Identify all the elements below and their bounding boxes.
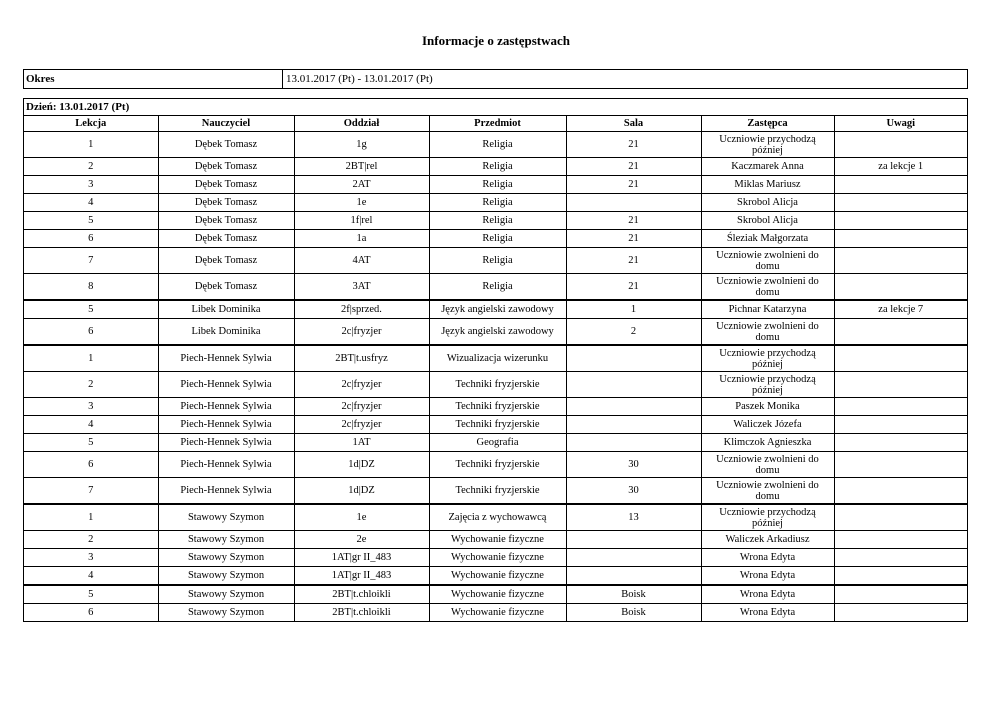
- substitutions-table-container: [23, 98, 968, 622]
- cell-przedmiot: Techniki fryzjerskie: [429, 372, 566, 398]
- cell-oddzial: 1f|rel: [294, 212, 429, 230]
- cell-zastepca: Waliczek Arkadiusz: [701, 531, 834, 549]
- cell-uwagi: [834, 274, 967, 301]
- cell-uwagi: [834, 452, 967, 478]
- cell-lekcja: 6: [24, 230, 158, 248]
- header-sala: Sala: [566, 116, 701, 132]
- cell-oddzial: 2c|fryzjer: [294, 372, 429, 398]
- table-row: [24, 398, 967, 416]
- cell-lekcja: 7: [24, 478, 158, 505]
- cell-uwagi: [834, 549, 967, 567]
- cell-nauczyciel: Dębek Tomasz: [158, 158, 294, 176]
- cell-oddzial: 2BT|rel: [294, 158, 429, 176]
- cell-przedmiot: Język angielski zawodowy: [429, 300, 566, 319]
- cell-zastepca: Waliczek Józefa: [701, 416, 834, 434]
- cell-uwagi: [834, 230, 967, 248]
- cell-nauczyciel: Dębek Tomasz: [158, 194, 294, 212]
- cell-uwagi: [834, 372, 967, 398]
- cell-sala: 21: [566, 248, 701, 274]
- cell-sala: 30: [566, 452, 701, 478]
- cell-sala: [566, 434, 701, 452]
- cell-sala: [566, 372, 701, 398]
- cell-uwagi: [834, 248, 967, 274]
- cell-lekcja: 6: [24, 319, 158, 346]
- cell-przedmiot: Techniki fryzjerskie: [429, 452, 566, 478]
- cell-zastepca: Śleziak Małgorzata: [701, 230, 834, 248]
- table-row: [24, 194, 967, 212]
- cell-sala: Boisk: [566, 585, 701, 604]
- header-uwagi: Uwagi: [834, 116, 967, 132]
- table-row: [24, 531, 967, 549]
- cell-oddzial: 1a: [294, 230, 429, 248]
- cell-oddzial: 2e: [294, 531, 429, 549]
- cell-przedmiot: Zajęcia z wychowawcą: [429, 504, 566, 531]
- cell-sala: [566, 531, 701, 549]
- cell-przedmiot: Geografia: [429, 434, 566, 452]
- period-box: [23, 69, 968, 89]
- cell-uwagi: [834, 319, 967, 346]
- cell-przedmiot: Wychowanie fizyczne: [429, 531, 566, 549]
- cell-sala: 21: [566, 212, 701, 230]
- cell-lekcja: 1: [24, 345, 158, 372]
- table-row: [24, 452, 967, 478]
- table-row: [24, 319, 967, 346]
- cell-sala: [566, 398, 701, 416]
- cell-przedmiot: Religia: [429, 230, 566, 248]
- cell-nauczyciel: Dębek Tomasz: [158, 212, 294, 230]
- cell-przedmiot: Religia: [429, 248, 566, 274]
- cell-sala: 21: [566, 176, 701, 194]
- header-nauczyciel: Nauczyciel: [158, 116, 294, 132]
- cell-lekcja: 3: [24, 176, 158, 194]
- cell-uwagi: [834, 585, 967, 604]
- cell-lekcja: 5: [24, 300, 158, 319]
- cell-uwagi: za lekcje 7: [834, 300, 967, 319]
- cell-zastepca: Miklas Mariusz: [701, 176, 834, 194]
- cell-lekcja: 6: [24, 604, 158, 622]
- cell-przedmiot: Religia: [429, 274, 566, 301]
- cell-zastepca: Uczniowie przychodzą później: [701, 132, 834, 158]
- cell-przedmiot: Wychowanie fizyczne: [429, 585, 566, 604]
- cell-uwagi: [834, 434, 967, 452]
- header-oddzial: Oddział: [294, 116, 429, 132]
- cell-przedmiot: Techniki fryzjerskie: [429, 416, 566, 434]
- cell-oddzial: 2BT|t.chloikli: [294, 585, 429, 604]
- cell-nauczyciel: Stawowy Szymon: [158, 531, 294, 549]
- page-title: Informacje o zastępstwach: [421, 33, 571, 48]
- cell-oddzial: 1e: [294, 194, 429, 212]
- cell-nauczyciel: Piech-Hennek Sylwia: [158, 345, 294, 372]
- cell-lekcja: 2: [24, 372, 158, 398]
- cell-nauczyciel: Piech-Hennek Sylwia: [158, 416, 294, 434]
- cell-zastepca: Uczniowie przychodzą później: [701, 345, 834, 372]
- table-row: [24, 345, 967, 372]
- cell-zastepca: Uczniowie zwolnieni do domu: [701, 248, 834, 274]
- cell-zastepca: Uczniowie zwolnieni do domu: [701, 478, 834, 505]
- cell-oddzial: 2f|sprzed.: [294, 300, 429, 319]
- cell-sala: [566, 416, 701, 434]
- cell-oddzial: 2BT|t.chloikli: [294, 604, 429, 622]
- cell-lekcja: 6: [24, 452, 158, 478]
- cell-lekcja: 2: [24, 531, 158, 549]
- cell-nauczyciel: Libek Dominika: [158, 319, 294, 346]
- table-row: [24, 549, 967, 567]
- cell-oddzial: 1AT|gr II_483: [294, 549, 429, 567]
- cell-nauczyciel: Stawowy Szymon: [158, 504, 294, 531]
- table-row: [24, 274, 967, 301]
- cell-uwagi: [834, 194, 967, 212]
- cell-uwagi: za lekcje 1: [834, 158, 967, 176]
- cell-przedmiot: Religia: [429, 158, 566, 176]
- cell-nauczyciel: Piech-Hennek Sylwia: [158, 434, 294, 452]
- cell-nauczyciel: Piech-Hennek Sylwia: [158, 452, 294, 478]
- cell-uwagi: [834, 212, 967, 230]
- cell-nauczyciel: Dębek Tomasz: [158, 230, 294, 248]
- cell-zastepca: Wrona Edyta: [701, 585, 834, 604]
- cell-lekcja: 3: [24, 549, 158, 567]
- period-value: 13.01.2017 (Pt) - 13.01.2017 (Pt): [282, 70, 433, 88]
- cell-oddzial: 1e: [294, 504, 429, 531]
- cell-nauczyciel: Piech-Hennek Sylwia: [158, 372, 294, 398]
- table-row: [24, 416, 967, 434]
- cell-lekcja: 4: [24, 567, 158, 586]
- period-label: Okres: [26, 73, 55, 85]
- cell-lekcja: 2: [24, 158, 158, 176]
- cell-przedmiot: Techniki fryzjerskie: [429, 478, 566, 505]
- header-zastepca: Zastępca: [701, 116, 834, 132]
- cell-zastepca: Uczniowie zwolnieni do domu: [701, 274, 834, 301]
- cell-przedmiot: Techniki fryzjerskie: [429, 398, 566, 416]
- cell-oddzial: 1d|DZ: [294, 452, 429, 478]
- cell-sala: [566, 194, 701, 212]
- cell-sala: [566, 567, 701, 586]
- table-row: [24, 212, 967, 230]
- cell-nauczyciel: Dębek Tomasz: [158, 248, 294, 274]
- cell-nauczyciel: Piech-Hennek Sylwia: [158, 398, 294, 416]
- cell-sala: 21: [566, 230, 701, 248]
- cell-uwagi: [834, 478, 967, 505]
- cell-oddzial: 2c|fryzjer: [294, 398, 429, 416]
- cell-sala: 30: [566, 478, 701, 505]
- table-row: [24, 604, 967, 622]
- cell-nauczyciel: Dębek Tomasz: [158, 176, 294, 194]
- cell-przedmiot: Wizualizacja wizerunku: [429, 345, 566, 372]
- cell-oddzial: 1AT|gr II_483: [294, 567, 429, 586]
- cell-przedmiot: Religia: [429, 212, 566, 230]
- cell-przedmiot: Wychowanie fizyczne: [429, 549, 566, 567]
- cell-zastepca: Uczniowie zwolnieni do domu: [701, 319, 834, 346]
- cell-przedmiot: Religia: [429, 194, 566, 212]
- cell-przedmiot: Religia: [429, 176, 566, 194]
- cell-nauczyciel: Libek Dominika: [158, 300, 294, 319]
- cell-przedmiot: Język angielski zawodowy: [429, 319, 566, 346]
- cell-uwagi: [834, 416, 967, 434]
- cell-zastepca: Uczniowie zwolnieni do domu: [701, 452, 834, 478]
- table-row: [24, 300, 967, 319]
- table-header-row: [24, 116, 967, 132]
- cell-zastepca: Klimczok Agnieszka: [701, 434, 834, 452]
- cell-sala: 21: [566, 132, 701, 158]
- table-row: [24, 372, 967, 398]
- cell-przedmiot: Wychowanie fizyczne: [429, 567, 566, 586]
- cell-oddzial: 2BT|t.usfryz: [294, 345, 429, 372]
- cell-oddzial: 1g: [294, 132, 429, 158]
- cell-uwagi: [834, 176, 967, 194]
- cell-zastepca: Kaczmarek Anna: [701, 158, 834, 176]
- cell-lekcja: 8: [24, 274, 158, 301]
- substitutions-table: [24, 116, 967, 621]
- cell-oddzial: 1d|DZ: [294, 478, 429, 505]
- cell-sala: 1: [566, 300, 701, 319]
- table-row: [24, 158, 967, 176]
- cell-zastepca: Skrobol Alicja: [701, 212, 834, 230]
- cell-sala: 13: [566, 504, 701, 531]
- cell-sala: 21: [566, 158, 701, 176]
- cell-oddzial: 2c|fryzjer: [294, 416, 429, 434]
- cell-zastepca: Wrona Edyta: [701, 549, 834, 567]
- cell-uwagi: [834, 132, 967, 158]
- cell-sala: [566, 549, 701, 567]
- cell-oddzial: 1AT: [294, 434, 429, 452]
- cell-nauczyciel: Dębek Tomasz: [158, 132, 294, 158]
- cell-oddzial: 2AT: [294, 176, 429, 194]
- cell-uwagi: [834, 567, 967, 586]
- table-row: [24, 567, 967, 586]
- cell-zastepca: Wrona Edyta: [701, 604, 834, 622]
- table-row: [24, 248, 967, 274]
- cell-zastepca: Pichnar Katarzyna: [701, 300, 834, 319]
- cell-zastepca: Uczniowie przychodzą później: [701, 372, 834, 398]
- table-row: [24, 230, 967, 248]
- cell-nauczyciel: Dębek Tomasz: [158, 274, 294, 301]
- cell-lekcja: 4: [24, 194, 158, 212]
- cell-lekcja: 1: [24, 504, 158, 531]
- cell-lekcja: 3: [24, 398, 158, 416]
- cell-sala: 21: [566, 274, 701, 301]
- cell-nauczyciel: Stawowy Szymon: [158, 567, 294, 586]
- cell-sala: Boisk: [566, 604, 701, 622]
- cell-lekcja: 4: [24, 416, 158, 434]
- header-lekcja: Lekcja: [24, 116, 158, 132]
- cell-przedmiot: Religia: [429, 132, 566, 158]
- table-row: [24, 478, 967, 505]
- cell-uwagi: [834, 345, 967, 372]
- cell-nauczyciel: Stawowy Szymon: [158, 604, 294, 622]
- table-row: [24, 585, 967, 604]
- cell-lekcja: 1: [24, 132, 158, 158]
- cell-oddzial: 4AT: [294, 248, 429, 274]
- cell-zastepca: Skrobol Alicja: [701, 194, 834, 212]
- cell-uwagi: [834, 504, 967, 531]
- cell-przedmiot: Wychowanie fizyczne: [429, 604, 566, 622]
- table-row: [24, 504, 967, 531]
- cell-lekcja: 5: [24, 434, 158, 452]
- cell-uwagi: [834, 531, 967, 549]
- day-header: Dzień: 13.01.2017 (Pt): [24, 99, 967, 116]
- cell-sala: 2: [566, 319, 701, 346]
- cell-nauczyciel: Stawowy Szymon: [158, 585, 294, 604]
- table-row: [24, 132, 967, 158]
- table-row: [24, 176, 967, 194]
- cell-zastepca: Uczniowie przychodzą później: [701, 504, 834, 531]
- cell-uwagi: [834, 398, 967, 416]
- cell-uwagi: [834, 604, 967, 622]
- table-row: [24, 434, 967, 452]
- cell-oddzial: 3AT: [294, 274, 429, 301]
- cell-lekcja: 5: [24, 585, 158, 604]
- cell-zastepca: Paszek Monika: [701, 398, 834, 416]
- cell-lekcja: 7: [24, 248, 158, 274]
- cell-sala: [566, 345, 701, 372]
- cell-lekcja: 5: [24, 212, 158, 230]
- cell-nauczyciel: Stawowy Szymon: [158, 549, 294, 567]
- cell-nauczyciel: Piech-Hennek Sylwia: [158, 478, 294, 505]
- cell-oddzial: 2c|fryzjer: [294, 319, 429, 346]
- cell-zastepca: Wrona Edyta: [701, 567, 834, 586]
- header-przedmiot: Przedmiot: [429, 116, 566, 132]
